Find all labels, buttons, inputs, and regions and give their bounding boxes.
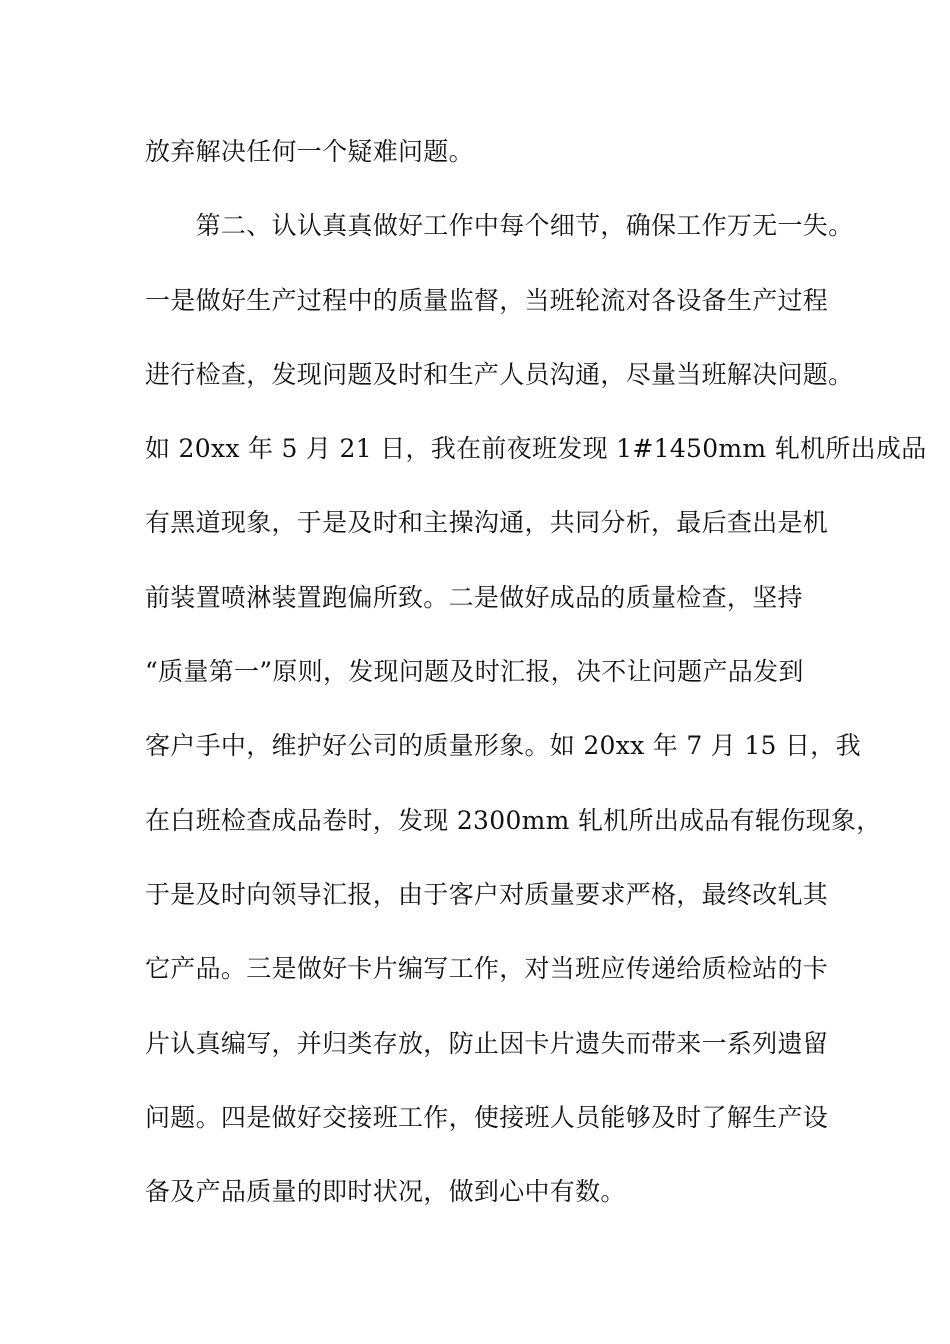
text-line: 一是做好生产过程中的质量监督，当班轮流对各设备生产过程 [145,285,829,315]
text-line: 于是及时向领导汇报，由于客户对质量要求严格，最终改轧其 [145,879,829,909]
text-line: 有黑道现象，于是及时和主操沟通，共同分析，最后查出是机 [145,508,829,538]
text-line: 如 20xx 年 5 月 21 日，我在前夜班发现 1#1450mm 轧机所出成品 [145,434,927,464]
text-line: 在白班检查成品卷时，发现 2300mm 轧机所出成品有辊伤现象， [145,805,882,835]
text-line: 备及产品质量的即时状况，做到心中有数。 [145,1177,626,1207]
text-line: “质量第一”原则，发现问题及时汇报，决不让问题产品发到 [145,657,804,687]
text-line: 放弃解决任何一个疑难问题。 [145,137,474,166]
text-line: 第二、认认真真做好工作中每个细节，确保工作万无一失。 [145,211,854,241]
text-line: 前装置喷淋装置跑偏所致。二是做好成品的质量检查，坚持 [145,582,803,612]
text-line: 它产品。三是做好卡片编写工作，对当班应传递给质检站的卡 [145,954,829,984]
document-body [145,128,927,1242]
text-line: 客户手中，维护好公司的质量形象。如 20xx 年 7 月 15 日，我 [145,731,861,761]
text-line: 问题。四是做好交接班工作，使接班人员能够及时了解生产设 [145,1102,829,1132]
text-line: 片认真编写，并归类存放，防止因卡片遗失而带来一系列遗留 [145,1028,829,1058]
text-line: 进行检查，发现问题及时和生产人员沟通，尽量当班解决问题。 [145,359,854,389]
